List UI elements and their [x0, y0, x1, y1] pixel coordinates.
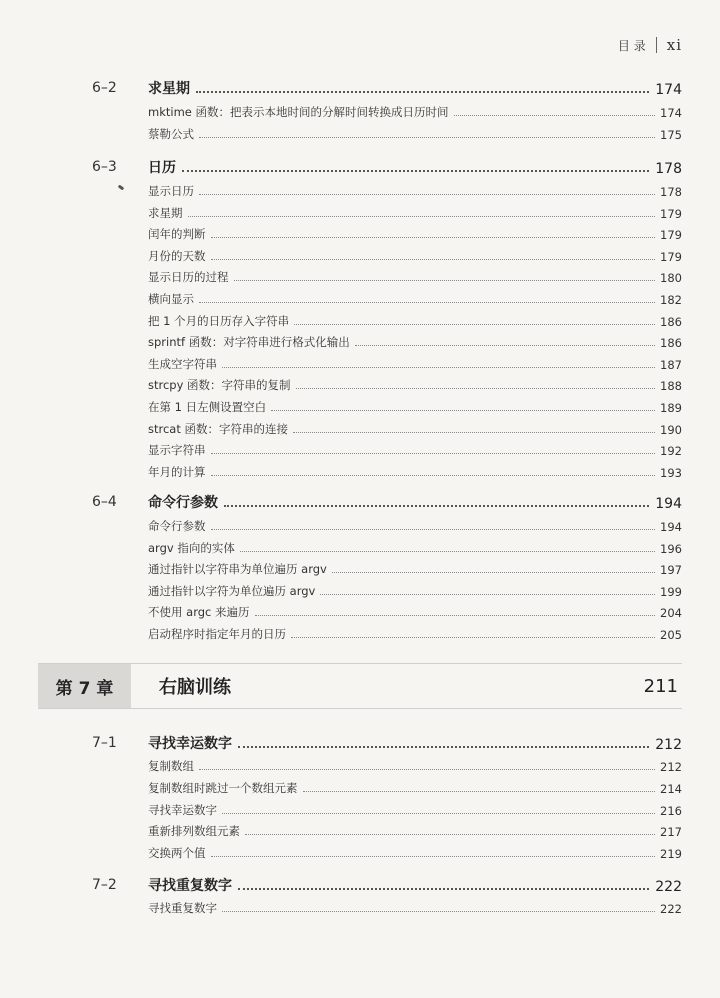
item-page: 187 — [660, 357, 682, 372]
item-page: 193 — [660, 465, 682, 480]
header-divider — [656, 37, 657, 53]
scan-mark — [118, 185, 125, 191]
dot-leader — [196, 91, 649, 93]
dot-leader — [222, 367, 655, 368]
item-page: 188 — [660, 379, 682, 394]
item-title: 不使用 argc 来遍历 — [148, 605, 250, 620]
toc-item-row — [148, 538, 682, 556]
toc-item-row — [148, 756, 682, 774]
item-title: sprintf 函数：对字符串进行格式化输出 — [148, 335, 350, 350]
toc-item-row — [148, 246, 682, 264]
dot-leader — [188, 216, 656, 217]
toc-item-row — [148, 267, 682, 285]
toc-item-row — [148, 124, 682, 142]
dot-leader — [199, 137, 655, 138]
section-title: 寻找幸运数字 — [148, 736, 232, 752]
dot-leader — [332, 572, 655, 573]
item-page: 217 — [660, 825, 682, 840]
dot-leader — [238, 888, 649, 890]
item-page: 197 — [660, 563, 682, 578]
item-page: 194 — [660, 520, 682, 534]
section-number: 6–4 — [92, 494, 117, 510]
item-title: 通过指针以字符串为单位遍历 argv — [148, 562, 327, 577]
chapter-label: 第 7 章 — [38, 664, 131, 708]
item-page: 214 — [660, 781, 682, 796]
item-page: 180 — [660, 271, 682, 286]
dot-leader — [211, 475, 656, 476]
item-title: 蔡勒公式 — [148, 126, 194, 141]
dot-leader — [199, 769, 655, 770]
chapter-title: 右脑训练 — [159, 677, 231, 698]
toc-item-row — [148, 311, 682, 329]
item-page: 199 — [660, 584, 682, 599]
dot-leader — [245, 834, 655, 835]
item-page: 190 — [660, 422, 682, 437]
dot-leader — [454, 115, 656, 116]
dot-leader — [293, 432, 655, 433]
dot-leader — [199, 194, 655, 195]
item-page: 182 — [660, 293, 682, 307]
dot-leader — [303, 791, 656, 792]
section-title: 求星期 — [148, 81, 190, 97]
toc-section-row — [92, 873, 682, 895]
item-page: 222 — [660, 902, 682, 916]
item-page: 219 — [660, 847, 682, 862]
toc-section-row — [92, 490, 682, 512]
section-entry — [148, 875, 682, 895]
toc-item-row — [148, 224, 682, 242]
section-page: 178 — [655, 161, 682, 177]
item-title: strcpy 函数：字符串的复制 — [148, 378, 291, 393]
toc-item-row — [148, 440, 682, 458]
dot-leader — [224, 505, 649, 507]
item-title: 复制数组 — [148, 759, 194, 773]
item-title: 重新排列数组元素 — [148, 824, 240, 839]
toc-item-row — [148, 203, 682, 221]
dot-leader — [199, 302, 655, 303]
toc-item-row — [148, 375, 682, 393]
item-title: 通过指针以字符为单位遍历 argv — [148, 583, 316, 598]
section-title: 日历 — [148, 160, 176, 176]
item-page: 186 — [660, 314, 682, 329]
dot-leader — [255, 615, 656, 616]
item-page: 186 — [660, 336, 682, 351]
item-title: 交换两个值 — [148, 846, 206, 861]
dot-leader — [211, 259, 656, 260]
item-title: 寻找幸运数字 — [148, 802, 217, 817]
item-title: 年月的计算 — [148, 464, 206, 479]
item-title: 寻找重复数字 — [148, 901, 217, 915]
item-page: 196 — [660, 541, 682, 556]
section-title: 命令行参数 — [148, 495, 218, 511]
header-section-label: 目 录 — [617, 38, 646, 53]
dot-leader — [296, 388, 655, 389]
header-page-number: xi — [666, 36, 682, 54]
item-title: strcat 函数：字符串的连接 — [148, 421, 289, 436]
item-page: 205 — [660, 628, 682, 642]
item-page: 216 — [660, 803, 682, 818]
item-page: 179 — [660, 228, 682, 243]
toc-item-row — [148, 800, 682, 818]
running-header — [618, 36, 682, 54]
item-page: 212 — [660, 760, 682, 774]
toc-item-row — [148, 332, 682, 350]
item-page: 204 — [660, 606, 682, 621]
item-page: 179 — [660, 249, 682, 264]
toc-item-row — [148, 419, 682, 437]
toc-item-row — [148, 778, 682, 796]
dot-leader — [238, 746, 649, 748]
dot-leader — [211, 856, 656, 857]
toc-item-row — [148, 821, 682, 839]
item-page: 192 — [660, 444, 682, 459]
dot-leader — [222, 813, 655, 814]
chapter-heading — [38, 663, 682, 709]
item-title: 显示日历 — [148, 184, 194, 198]
item-title: 求星期 — [148, 205, 183, 220]
item-title: 显示字符串 — [148, 443, 206, 458]
dot-leader — [291, 637, 655, 638]
toc-section-row — [92, 76, 682, 98]
section-entry — [148, 157, 682, 177]
item-title: 显示日历的过程 — [148, 270, 229, 285]
dot-leader — [222, 911, 655, 912]
toc-item-row — [148, 898, 682, 916]
dot-leader — [294, 324, 655, 325]
toc-item-row — [148, 181, 682, 199]
section-page: 222 — [655, 879, 682, 895]
toc-section-row — [92, 731, 682, 753]
item-title: 启动程序时指定年月的日历 — [148, 627, 286, 641]
item-title: 生成空字符串 — [148, 356, 217, 371]
section-entry — [148, 78, 682, 98]
item-title: mktime 函数：把表示本地时间的分解时间转换成日历时间 — [148, 105, 449, 119]
dot-leader — [240, 551, 655, 552]
dot-leader — [211, 237, 656, 238]
dot-leader — [234, 280, 656, 281]
dot-leader — [355, 345, 655, 346]
item-title: argv 指向的实体 — [148, 540, 235, 555]
section-number: 6–2 — [92, 80, 117, 96]
section-number: 7–2 — [92, 877, 117, 893]
item-page: 175 — [660, 127, 682, 142]
dot-leader — [211, 453, 656, 454]
section-number: 7–1 — [92, 735, 117, 751]
item-title: 月份的天数 — [148, 248, 206, 263]
section-number: 6–3 — [92, 159, 117, 175]
section-entry — [148, 733, 682, 753]
item-title: 横向显示 — [148, 292, 194, 306]
chapter-page: 211 — [643, 675, 678, 697]
dot-leader — [182, 170, 649, 172]
toc-item-row — [148, 624, 682, 642]
dot-leader — [320, 594, 655, 595]
item-title: 复制数组时跳过一个数组元素 — [148, 780, 298, 795]
item-page: 179 — [660, 206, 682, 221]
item-title: 把 1 个月的日历存入字符串 — [148, 313, 290, 328]
toc-item-row — [148, 516, 682, 534]
toc-item-row — [148, 462, 682, 480]
toc-section-row — [92, 155, 682, 177]
toc-item-row — [148, 602, 682, 620]
item-title: 命令行参数 — [148, 519, 206, 533]
toc-item-row — [148, 289, 682, 307]
item-title: 闰年的判断 — [148, 227, 206, 242]
section-page: 212 — [655, 737, 682, 753]
section-entry — [148, 492, 682, 512]
section-title: 寻找重复数字 — [148, 878, 232, 894]
toc-item-row — [148, 354, 682, 372]
dot-leader — [211, 529, 656, 530]
toc-item-row — [148, 581, 682, 599]
item-page: 174 — [660, 106, 682, 120]
toc-item-row — [148, 397, 682, 415]
toc-item-row — [148, 559, 682, 577]
item-title: 在第 1 日左侧设置空白 — [148, 400, 267, 414]
item-page: 178 — [660, 185, 682, 199]
dot-leader — [271, 410, 655, 411]
toc-item-row — [148, 102, 682, 120]
item-page: 189 — [660, 401, 682, 415]
section-page: 194 — [655, 496, 682, 512]
toc-item-row — [148, 843, 682, 861]
section-page: 174 — [655, 82, 682, 98]
